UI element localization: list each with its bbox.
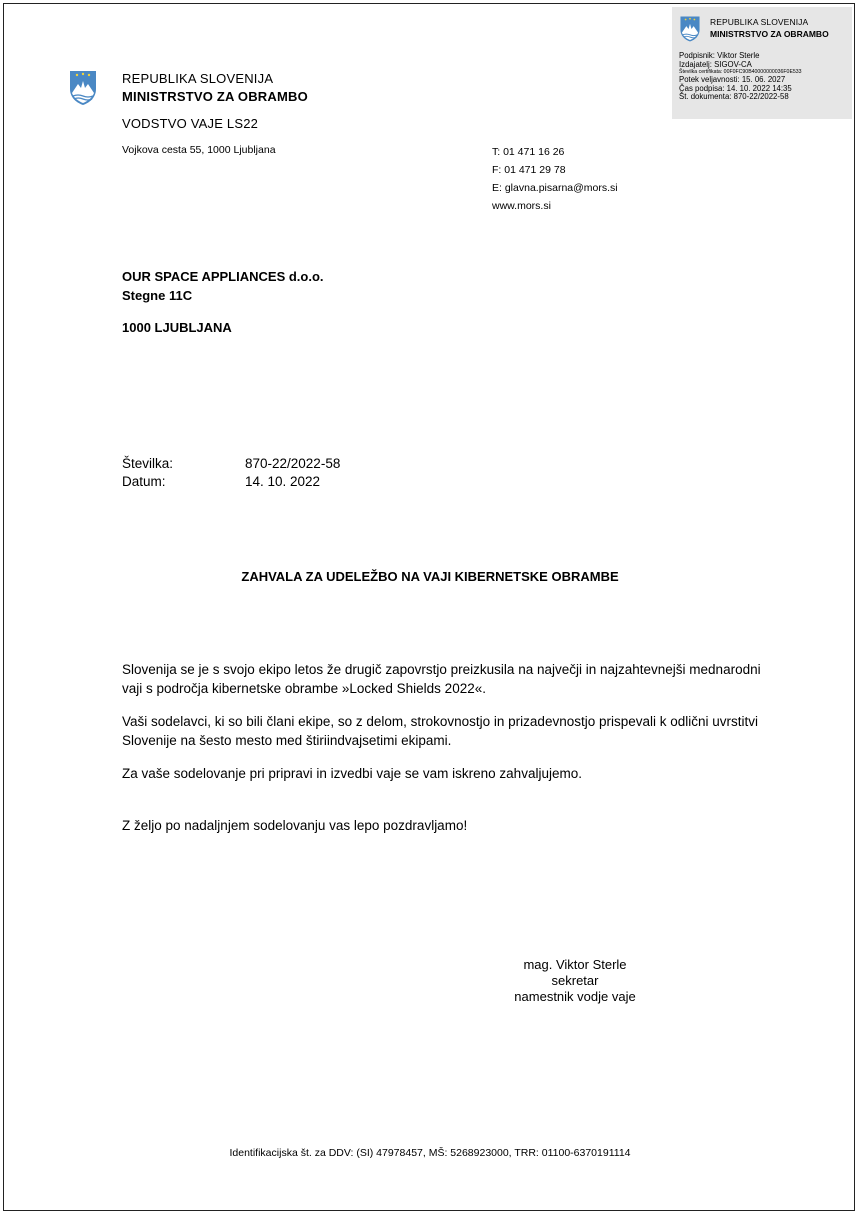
body-paragraph-2: Vaši sodelavci, ki so bili člani ekipe, so z delom, strokovnostjo in prizadevnostjo prispevali k odlični uvrstitvi Slovenije na šesto mesto med štiriindvajsetimi ekipami.: [122, 714, 759, 748]
reference-block: [122, 455, 340, 491]
stamp-valid-until: Potek veljavnosti: 15. 06. 2027: [679, 75, 786, 85]
letter-body: [122, 660, 762, 835]
header-contacts: [492, 143, 618, 215]
recipient-city: 1000 LJUBLJANA: [122, 320, 232, 335]
body-paragraph-4: Z željo po nadaljnjem sodelovanju vas lepo pozdravljamo!: [122, 818, 468, 833]
reference-date-row: [122, 473, 340, 491]
recipient-street: Stegne 11C: [122, 288, 193, 303]
email: E: glavna.pisarna@mors.si: [492, 182, 618, 194]
fax: F: 01 471 29 78: [492, 164, 566, 176]
stamp-doc-number: Št. dokumenta: 870-22/2022-58: [679, 92, 789, 102]
stamp-meta: [679, 52, 802, 102]
stamp-issuer: Izdajatelj: SIGOV-CA: [679, 59, 752, 69]
header-address: Vojkova cesta 55, 1000 Ljubljana: [122, 144, 276, 156]
header-department: VODSTVO VAJE LS22: [122, 116, 259, 131]
stamp-ministry: MINISTRSTVO ZA OBRAMBO: [710, 29, 829, 39]
recipient-name: OUR SPACE APPLIANCES d.o.o.: [122, 269, 324, 284]
header-country: REPUBLIKA SLOVENIJA: [122, 71, 274, 86]
signature-stamp: [672, 7, 852, 119]
reference-number-row: [122, 455, 340, 473]
signatory-title: sekretar: [551, 973, 599, 988]
phone: T: 01 471 16 26: [492, 146, 565, 158]
letter-page: [3, 3, 855, 1211]
header-ministry: MINISTRSTVO ZA OBRAMBO: [122, 89, 308, 104]
website: www.mors.si: [492, 200, 551, 212]
reference-date-value: 14. 10. 2022: [245, 474, 321, 489]
reference-number-label: Številka:: [122, 456, 174, 471]
letter-subject: ZAHVALA ZA UDELEŽBO NA VAJI KIBERNETSKE OBRAMBE: [241, 569, 619, 584]
recipient-block: [122, 267, 324, 337]
reference-number-value: 870-22/2022-58: [245, 456, 341, 471]
stamp-signer: Podpisnik: Viktor Sterle: [679, 51, 760, 60]
stamp-certificate: Številka certifikata: 00F0FC90B40000000036F0E533: [679, 69, 802, 76]
footer-tax-info: Identifikacijska št. za DDV: (SI) 47978457, MŠ: 5268923000, TRR: 01100-6370191114: [229, 1147, 631, 1159]
reference-date-label: Datum:: [122, 474, 166, 489]
stamp-signed-at: Čas podpisa: 14. 10. 2022 14:35: [679, 83, 792, 93]
stamp-country: REPUBLIKA SLOVENIJA: [710, 17, 809, 27]
body-paragraph-1: Slovenija se je s svojo ekipo letos že drugič zapovrstjo preizkusila na največji in najzahtevnejši mednarodni vaji s področja kibernetske obrambe »Locked Shields 2022«.: [122, 662, 761, 696]
coat-of-arms-icon: [68, 69, 98, 107]
signatory-role: namestnik vodje vaje: [514, 989, 636, 1004]
signature-block: [490, 957, 660, 1005]
signatory-name: mag. Viktor Sterle: [523, 957, 627, 972]
coat-of-arms-icon: [679, 15, 701, 43]
body-paragraph-3: Za vaše sodelovanje pri pripravi in izvedbi vaje se vam iskreno zahvaljujemo.: [122, 766, 582, 781]
